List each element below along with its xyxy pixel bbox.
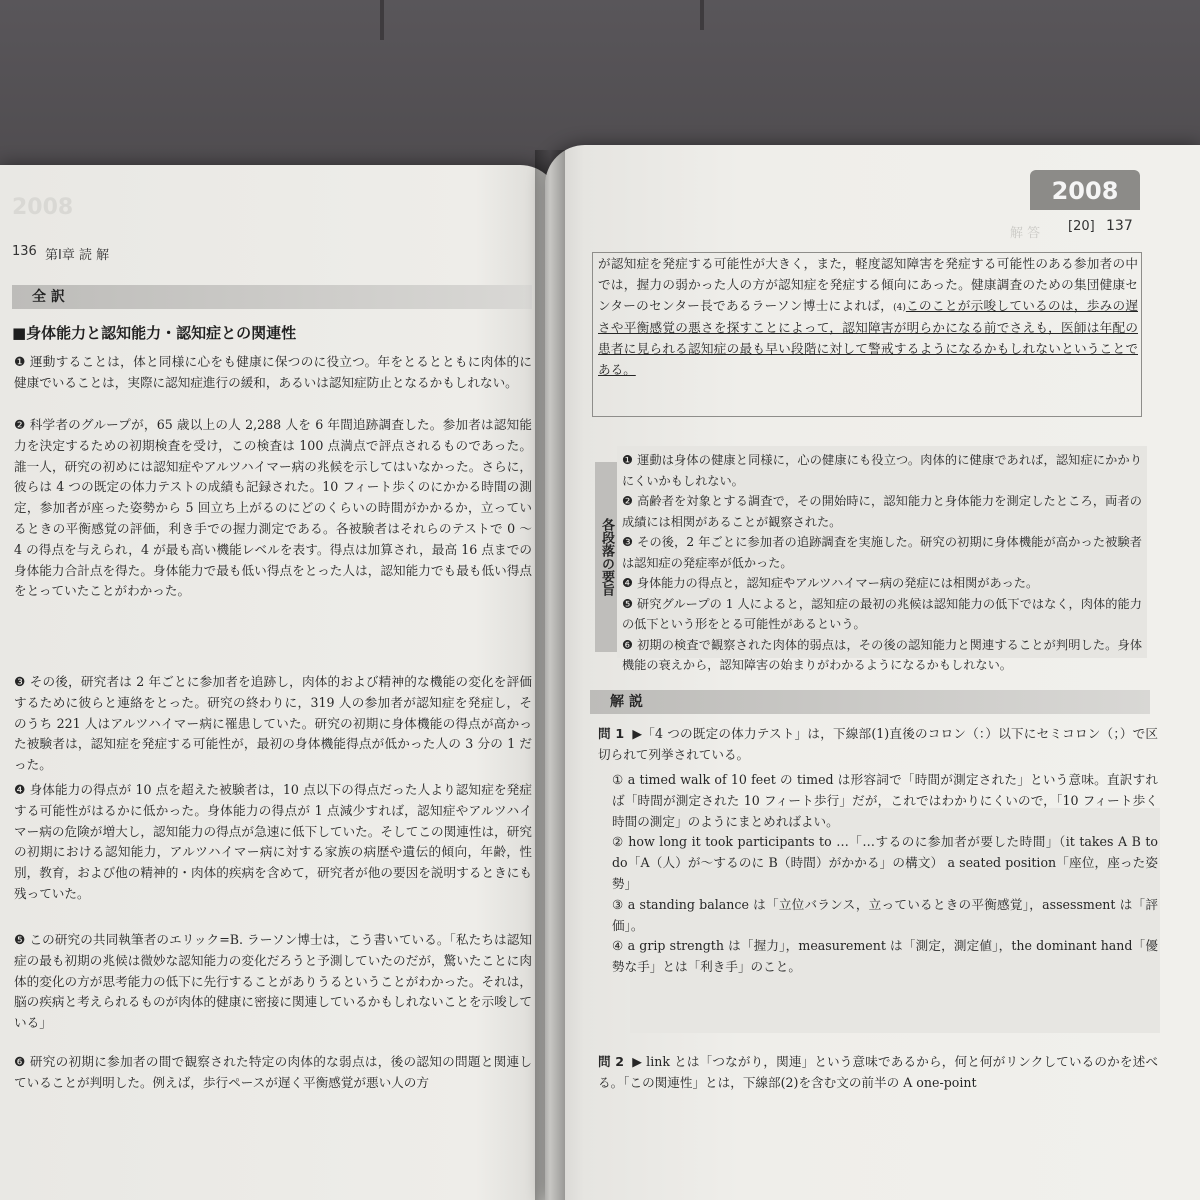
underline-number: (4) bbox=[893, 302, 906, 313]
right-page-number: 137 bbox=[1106, 218, 1133, 234]
question-2 bbox=[598, 1052, 1158, 1094]
summary-marker: ❹ bbox=[622, 576, 633, 590]
paragraph-marker: ❷ bbox=[14, 417, 26, 432]
summary-item bbox=[622, 635, 1142, 676]
question-1-item: ② how long it took participants to …「…するのに参加者が要した時間」（it takes A B to do「A（人）が～するのに B（時間）がかかる」の構文） a seated position「座位，座った姿勢」 bbox=[612, 834, 1158, 891]
summary-text: その後，2 年ごとに参加者の追跡調査を実施した。研究の初期に身体機能が高かった被験者は認知症の発症率が低かった。 bbox=[622, 535, 1142, 570]
left-faded-year: 2008 bbox=[12, 195, 74, 220]
question-1-item: ① a timed walk of 10 feet の timed は形容詞で「時間が測定された」という意味。直訳すれば「時間が測定された 10 フィート歩行」だが，これではわかりにくいので，「10 フィート歩く時間の測定」のようにまとめればよい。 bbox=[612, 772, 1158, 829]
summary-marker: ❸ bbox=[622, 535, 634, 549]
summary-item bbox=[622, 450, 1142, 491]
translation-paragraph-2 bbox=[14, 415, 532, 602]
summary-item bbox=[622, 573, 1142, 594]
summary-marker: ❻ bbox=[622, 637, 634, 652]
paragraph-text: この研究の共同執筆者のエリック=B. ラーソン博士は，こう書いている。「私たちは認知症の最も初期の兆候は微妙な認知能力の変化だろうと予測していたのだが，驚いたことに肉体的変化の方が思考能力の低下に先行することがありうるということがわかった。それは，脳の疾病と考えられるものが肉体的健康に密接に関連しているかもしれないことを示唆している」 bbox=[14, 932, 532, 1031]
translation-paragraph-5 bbox=[14, 930, 532, 1034]
question-1-label: 問 1 bbox=[598, 726, 625, 741]
question-1-intro: ▶「4 つの既定の体力テスト」は，下線部(1)直後のコロン（：）以下にセミコロン（；）で区切られて列挙されている。 bbox=[598, 726, 1158, 762]
summary-text: 運動は身体の健康と同様に，心の健康にも役立つ。肉体的に健康であれば，認知症にかかりにくいかもしれない。 bbox=[622, 453, 1143, 488]
continued-paragraph bbox=[598, 254, 1138, 381]
translation-paragraph-4 bbox=[14, 780, 532, 905]
section-bar-explanation: 解 説 bbox=[590, 690, 1150, 714]
continued-text: が認知症を発症する可能性が大きく，また，軽度認知障害を発症する可能性のある参加者の中では，握力の弱かった人の方が認知症を発症する傾向にあった。健康調査のための集団健康センターのセンター長であるラーソン博士によれば， bbox=[598, 256, 1138, 313]
paragraph-marker: ❹ bbox=[14, 782, 26, 797]
mat-seam bbox=[380, 0, 384, 40]
paragraph-marker: ❺ bbox=[14, 932, 26, 947]
summary-item bbox=[622, 532, 1142, 573]
section-bar-translation: 全 訳 bbox=[12, 285, 532, 309]
summary-item bbox=[622, 594, 1142, 635]
summary-text: 研究グループの 1 人によると，認知症の最初の兆候は認知能力の低下ではなく，肉体的能力の低下という形をとる可能性があるという。 bbox=[622, 596, 1142, 631]
question-1 bbox=[598, 724, 1158, 766]
summary-marker: ❺ bbox=[622, 596, 634, 611]
paragraph-marker: ❸ bbox=[14, 674, 26, 689]
question-1-item: ④ a grip strength は「握力」，measurement は「測定，測定値」，the dominant hand「優勢な手」とは「利き手」のこと。 bbox=[612, 938, 1158, 975]
translation-paragraph-1 bbox=[14, 352, 532, 394]
translation-paragraph-3 bbox=[14, 672, 532, 776]
question-2-text: ▶ link とは「つながり，関連」という意味であるから，何と何がリンクしているのかを述べる。「この関連性」とは，下線部(2)を含む文の前半の A one-point bbox=[598, 1054, 1158, 1090]
summary-list bbox=[622, 450, 1142, 676]
problem-number: [20] bbox=[1068, 219, 1095, 234]
paragraph-text: 研究の初期に参加者の間で観察された特定の肉体的な弱点は，後の認知の問題と関連していることが判明した。例えば，歩行ペースが遅く平衡感覚が悪い人の方 bbox=[14, 1054, 533, 1090]
translation-paragraph-6 bbox=[14, 1052, 532, 1094]
right-faded-label: 解 答 bbox=[1010, 226, 1041, 241]
year-tab: 2008 bbox=[1030, 170, 1140, 210]
paragraph-marker: ❶ bbox=[14, 354, 26, 369]
paragraph-text: 身体能力の得点が 10 点を超えた被験者は，10 点以下の得点だった人より認知症を発症する可能性がはるかに低かった。身体能力の得点が 1 点減少すれば，認知症やアルツハイマー病の危険が増大し，認知能力の得点が急速に低下していた。そしてこの関連性は，研究の初期における認知能力，アルツハイマー病に対する家族の病歴や遺伝的傾向，年齢，性別，教育，および他の精神的・肉体的疾病を含めて，研究者が他の要因を説明するときにも残っていた。 bbox=[14, 782, 532, 901]
book-gutter bbox=[535, 150, 565, 1200]
section-subheading: ■身体能力と認知能力・認知症との関連性 bbox=[12, 324, 297, 342]
left-page-number: 136 bbox=[12, 244, 37, 259]
question-2-label: 問 2 bbox=[598, 1054, 625, 1069]
summary-item bbox=[622, 491, 1142, 532]
paragraph-text: 科学者のグループが，65 歳以上の人 2,288 人を 6 年間追跡調査した。参加者は認知能力を決定するための初期検査を受け，この検査は 100 点満点で評点されるものであった。誰一人，研究の初めには認知症やアルツハイマー病の兆候を示してはいなかった。さらに，彼らは 4 つの既定の体力テストの成績も記録された。10 フィート歩くのにかかる時間の測定，参加者が座った姿勢から 5 回立ち上がるのにどのくらいの時間がかかるか，立っているときの平衡感覚の評価，利き手での握力測定である。各被験者はそれらのテストで 0 ～ 4 の得点を与えられ，4 が最も高い機能レベルを表す。得点は加算され，最高 16 点までの身体能力合計点を得た。身体能力で最も低い得点をとった人は，認知能力でも最も低い得点をとっていたことがわかった。 bbox=[14, 417, 532, 599]
summary-marker: ❷ bbox=[622, 494, 634, 508]
mat-seam bbox=[700, 0, 704, 30]
summary-marker: ❶ bbox=[622, 453, 634, 467]
summary-text: 高齢者を対象とする調査で，その開始時に，認知能力と身体能力を測定したところ，両者の成績には相関があることが観察された。 bbox=[622, 494, 1142, 529]
question-1-items bbox=[612, 770, 1158, 978]
paragraph-text: その後，研究者は 2 年ごとに参加者を追跡し，肉体的および精神的な機能の変化を評価するために彼らと連絡をとった。研究の終わりに，319 人の参加者が認知症を発症し，そのうち 221 人はアルツハイマー病に罹患していた。研究の初期に身体機能の得点が高かった被験者は，認知症を発症する可能性が，最初の身体機能得点が低かった人の 3 分の 1 だった。 bbox=[14, 674, 532, 773]
underlined-text: このことが示唆しているのは，歩みの遅さや平衡感覚の悪さを探すことによって，認知障害が明らかになる前でさえも，医師は年配の患者に見られる認知症の最も早い段階に対して警戒するようになるかもしれないということである。 bbox=[598, 297, 1138, 377]
summary-text: 身体能力の得点と，認知症やアルツハイマー病の発症には相関があった。 bbox=[636, 576, 1039, 590]
left-chapter-title: 第Ⅰ章 読 解 bbox=[45, 248, 110, 263]
question-1-item: ③ a standing balance は「立位バランス，立っているときの平衡感覚」，assessment は「評価」。 bbox=[612, 896, 1158, 933]
summary-text: 初期の検査で観察された肉体的弱点は，その後の認知能力と関連することが判明した。身体機能の衰えから，認知障害の始まりがわかるようになるかもしれない。 bbox=[622, 637, 1143, 672]
paragraph-text: 運動することは，体と同様に心をも健康に保つのに役立つ。年をとるとともに肉体的に健康でいることは，実際に認知症進行の緩和，あるいは認知症防止となるかもしれない。 bbox=[14, 354, 532, 390]
paragraph-marker: ❻ bbox=[14, 1054, 26, 1069]
summary-label: 各段落の要旨 bbox=[595, 462, 617, 652]
